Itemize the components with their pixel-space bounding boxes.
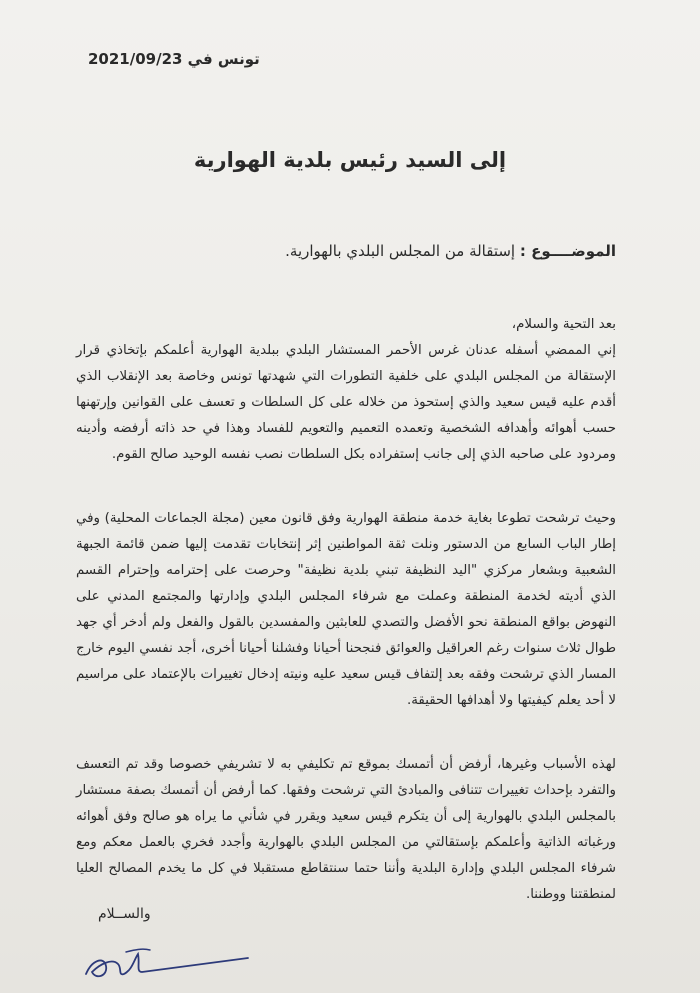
letter-greeting: بعد التحية والسلام، (511, 317, 616, 332)
subject-text: إستقالة من المجلس البلدي بالهوارية. (285, 242, 516, 260)
letter-date: تونس في 2021/09/23 (88, 50, 260, 68)
subject-label: الموضــــوع : (519, 242, 616, 260)
handwritten-signature (78, 930, 258, 985)
letter-paragraph (76, 506, 616, 714)
paragraph-text: إني الممضي أسفله عدنان غرس الأحمر المستشار البلدي ببلدية الهوارية أعلمكم بإتخاذي قرار الإستقالة من المجلس البلدي على خلفية التطورات التي شهدتها تونس وخاصة بعد الإنقلاب الذي أقدم عليه قيس سعيد والذي إستحوذ من خلاله على كل السلطات و تعسف على القوانين وإرتهنها حسب أهوائه وأهدافه الشخصية وتعمده التعميم والتعويم للفساد وهذا في حد ذاته أرفضه وأدينه ومردود على صاحبه الذي إلى جانب إستفراده بكل السلطات نصب نفسه الوحيد صالح القوم. (76, 343, 616, 462)
letter-closing: والســلام (98, 906, 151, 922)
letter-addressee: إلى السيد رئيس بلدية الهوارية (193, 148, 507, 172)
paragraph-text: وحيث ترشحت تطوعا بغاية خدمة منطقة الهوارية وفق قانون معين (مجلة الجماعات المحلية) وفي إطار الباب السابع من الدستور ونلت ثقة المواطنين إثر إنتخابات تقدمت إليها ضمن قائمة الجبهة الشعبية وبشعار مركزي "اليد النظيفة تبني بلدية نظيفة" وحرصت على إحترامه وإحترام القسم الذي أديته لخدمة المنطقة وعملت مع شرفاء المجلس البلدي وإدارتها والمجتمع المدني على النهوض بواقع المنطقة نحو الأفضل والتصدي للعابثين والمفسدين بالقول والفعل ولم أدخر أي جهد طوال ثلاث سنوات رغم العراقيل والعوائق فنجحنا أحيانا وفشلنا أحيانا أخرى، أجد نفسي اليوم خارج المسار الذي ترشحت وفقه بعد إلتفاف قيس سعيد عليه ونيته إدخال تغييرات بالإعتماد على مراسيم لا أحد يعلم كيفيتها ولا أهدافها الحقيقة. (76, 511, 616, 708)
paragraph-text: لهذه الأسباب وغيرها، أرفض أن أتمسك بموقع تم تكليفي به لا تشريفي خصوصا وقد تم التعسف والتفرد بإحداث تغييرات تتنافى والمبادئ التي ترشحت وفقها. كما أرفض أن أتمسك بصفة مستشار بالمجلس البلدي بالهوارية إلى أن يتكرم قيس سعيد ويقرر في شأني ما يراه هو صالح وفق أهوائه ورغباته الذاتية وأعلمكم بإستقالتي من المجلس البلدي بالهوارية وأجدد فخري بالعمل معكم ومع شرفاء المجلس البلدي وإدارة البلدية وأننا حتما سنتقاطع مستقبلا في كل ما يخدم المصالح العليا لمنطقتنا ووطننا. (76, 757, 616, 902)
letter-paragraph (76, 752, 616, 908)
letter-subject (76, 242, 616, 260)
letter-paragraph (76, 338, 616, 468)
